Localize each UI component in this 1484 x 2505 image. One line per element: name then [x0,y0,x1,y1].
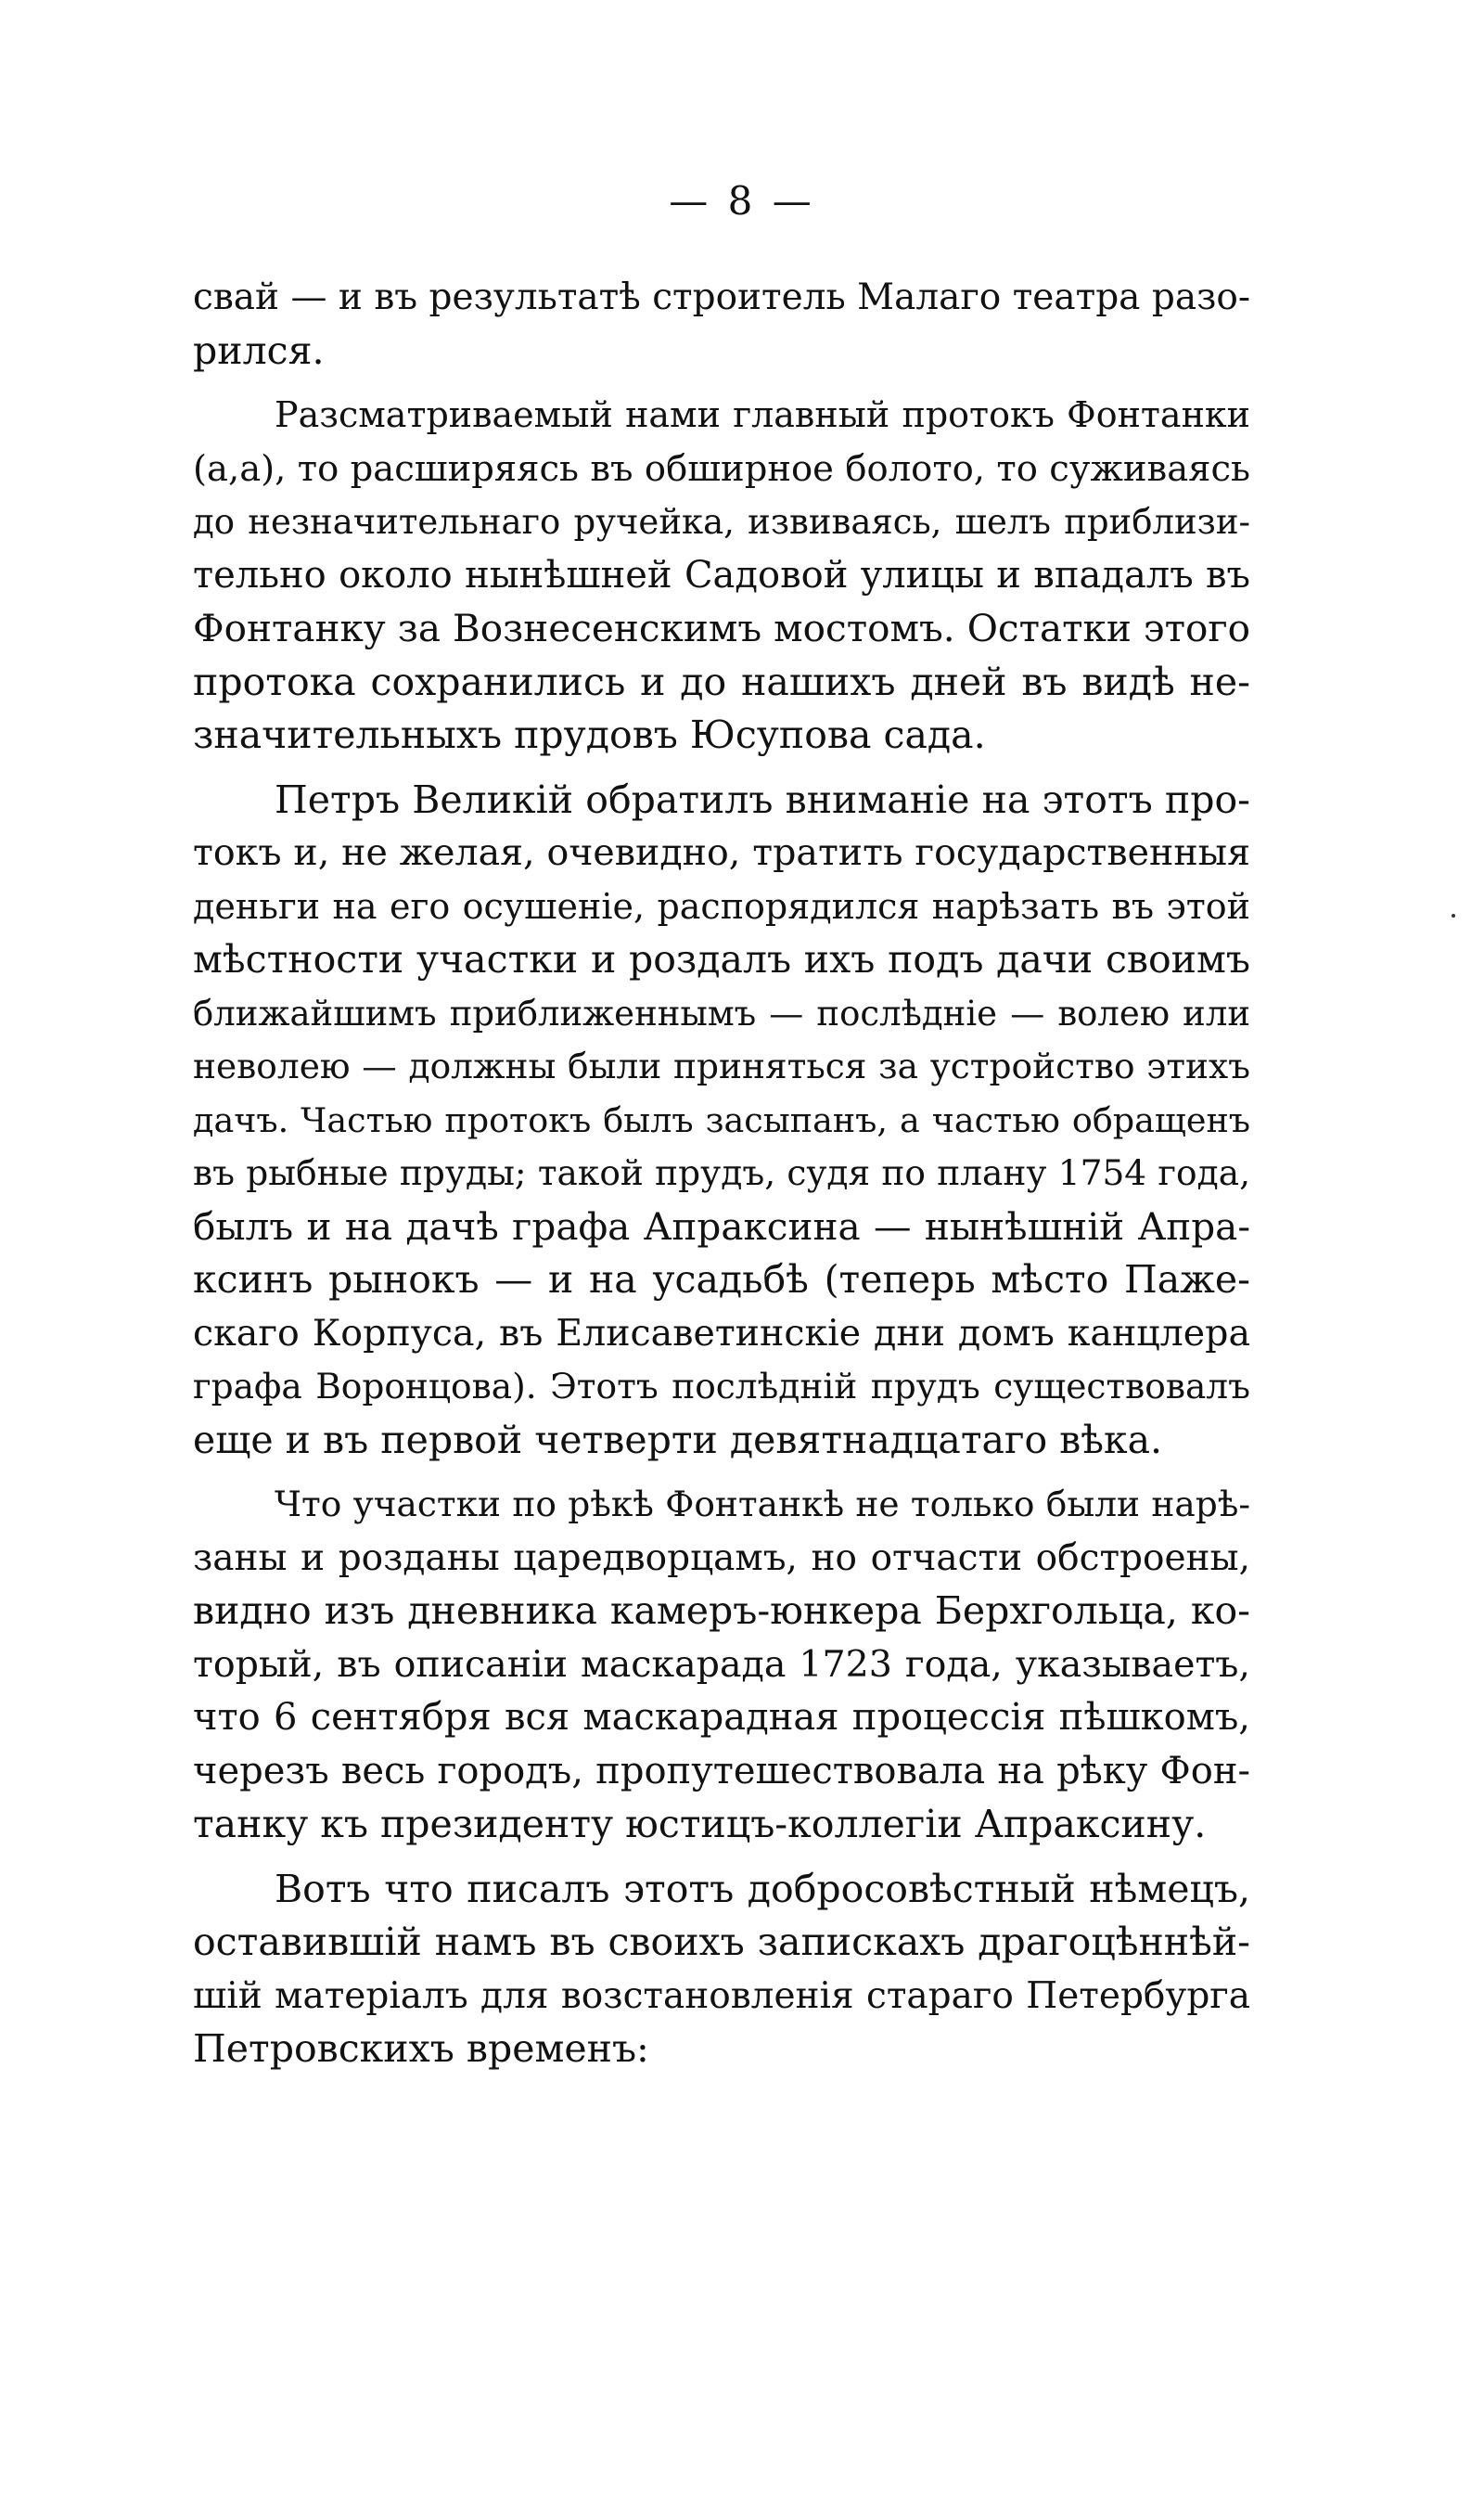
text-line: черезъ весь городъ, пропутешествовала на рѣку Фон- [193,1749,1250,1792]
text-line: токъ и, не желая, очевидно, тратить государственныя [193,831,1250,874]
text-line: ближайшимъ приближеннымъ — послѣдніе — волею или [193,993,1250,1034]
text-line: Что участки по рѣкѣ Фонтанкѣ не только были нарѣ- [275,1484,1250,1524]
text-line: ксинъ рынокъ — и на усадьбѣ (теперь мѣсто Паже- [193,1257,1250,1302]
text-line: шій матеріалъ для возстановленія стараго Петербурга [193,1974,1250,2017]
text-line: Петръ Великій обратилъ вниманіе на этотъ про- [275,777,1250,822]
text-line: неволею — должны были приняться за устройство этихъ [193,1046,1250,1086]
paragraph-2 [193,389,1250,763]
text-line: скаго Корпуса, въ Елисаветинскіе дни домъ канцлера [193,1311,1250,1355]
text-line: танку къ президенту юстицъ-коллегіи Апраксину. [193,1802,1207,1846]
body-text [193,271,1250,2076]
text-line: Фонтанку за Вознесенскимъ мостомъ. Остатки этого [193,606,1250,650]
text-line: въ рыбные пруды; такой прудъ, судя по плану 1754 года, [193,1152,1250,1193]
text-line: Разсматриваемый нами главный протокъ Фонтанки [275,394,1250,435]
paragraph-4 [193,1478,1250,1852]
text-line: мѣстности участки и роздалъ ихъ подъ дачи своимъ [193,937,1250,982]
text-line: Петровскихъ временъ: [193,2026,649,2071]
paragraph-3 [193,774,1250,1468]
text-line: видно изъ дневника камеръ-юнкера Берхгольца, ко- [193,1588,1250,1633]
text-line: Вотъ что писалъ этотъ добросовѣстный нѣмецъ, [275,1866,1250,1911]
text-line: дачъ. Частью протокъ былъ засыпанъ, а частью обращенъ [193,1099,1250,1140]
text-line: еще и въ первой четверти девятнадцатаго вѣка. [193,1417,1163,1462]
text-line: деньги на его осушеніе, распорядился нарѣзать въ этой [193,885,1250,927]
text-line: значительныхъ прудовъ Юсупова сада. [193,713,986,757]
text-line: торый, въ описаніи маскарада 1723 года, указываетъ, [193,1642,1250,1686]
text-line: свай — и въ результатѣ строитель Малаго театра разо- [193,276,1250,318]
text-line: (а,а), то расширяясь въ обширное болото, то суживаясь [193,447,1250,490]
page-number: — 8 — [669,178,815,224]
text-line: что 6 сентября вся маскарадная процессія пѣшкомъ, [193,1696,1250,1739]
paragraph-5 [193,1863,1250,2076]
paragraph-1 [193,271,1250,378]
text-line: графа Воронцова). Этотъ послѣдній прудъ существовалъ [193,1366,1250,1407]
text-line: протока сохранились и до нашихъ дней въ видѣ не- [193,659,1250,704]
text-line: рился. [193,328,325,373]
text-line: оставившій намъ въ своихъ запискахъ драгоцѣннѣй- [193,1920,1250,1964]
text-line: тельно около нынѣшней Садовой улицы и впадалъ въ [193,553,1250,597]
text-line: заны и розданы царедворцамъ, но отчасти обстроены, [193,1536,1250,1579]
text-line: былъ и на дачѣ графа Апраксина — нынѣшній Апра- [193,1203,1250,1249]
text-line: до незначительнаго ручейка, извиваясь, шелъ приблизи- [193,502,1250,542]
print-speck [1452,914,1455,918]
